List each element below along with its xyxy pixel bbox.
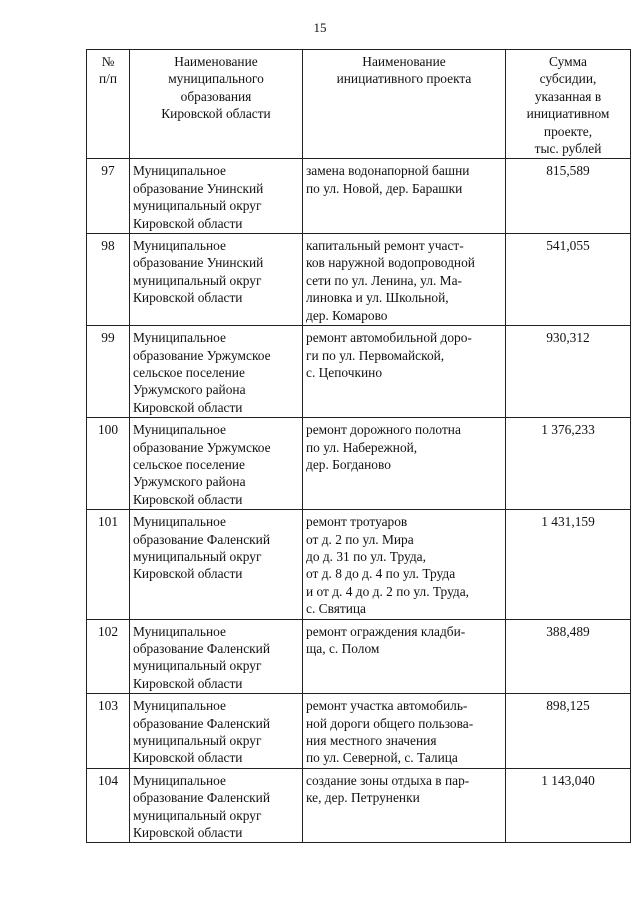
municipality-name-line: сельское поселение (133, 364, 245, 380)
header-project-line: инициативного проекта (336, 71, 472, 87)
project-name-line: с. Цепочкино (306, 364, 383, 380)
project-name (303, 418, 506, 510)
municipality-name-line: сельское поселение (133, 456, 245, 472)
municipality-name-line: Кировской области (133, 491, 243, 507)
project-name-line: ща, с. Полом (306, 641, 380, 656)
header-number-line: № (101, 54, 115, 69)
row-number: 104 (87, 768, 130, 843)
project-name-line: сети по ул. Ленина, ул. Ма- (306, 272, 462, 288)
municipality-name-line: Кировской области (133, 566, 243, 582)
municipality-name-line: Муниципальное (133, 330, 226, 346)
project-name (303, 768, 506, 843)
municipality-name-line: Кировской области (133, 825, 243, 841)
subsidy-amount: 541,055 (506, 234, 631, 326)
row-number: 103 (87, 694, 130, 769)
municipality-name (130, 619, 303, 694)
page-number: 15 (313, 20, 327, 35)
project-name-line: по ул. Новой, дер. Барашки (306, 180, 463, 196)
project-name-line: и от д. 4 до д. 2 по ул. Труда, (306, 583, 470, 599)
header-row (87, 50, 631, 159)
project-name-line: ной дороги общего пользова- (306, 715, 474, 731)
header-municipality-line: Кировской области (161, 106, 271, 122)
municipality-name-line: образование Фаленский (133, 790, 270, 806)
municipality-name-line: муниципальный округ (133, 548, 262, 564)
table-row (87, 234, 631, 326)
municipality-name-line: Кировской области (133, 215, 243, 231)
table-row (87, 694, 631, 769)
subsidy-amount: 898,125 (506, 694, 631, 769)
municipality-name-line: Муниципальное (133, 623, 226, 639)
project-name-line: ги по ул. Первомайской, (306, 347, 445, 363)
project-name (303, 694, 506, 769)
project-name-line: дер. Комарово (306, 307, 388, 323)
header-project (303, 50, 506, 159)
table-row (87, 510, 631, 619)
subsidy-amount: 930,312 (506, 326, 631, 418)
project-name-line: капитальный ремонт участ- (306, 238, 464, 254)
municipality-name (130, 694, 303, 769)
subsidy-amount: 1 376,233 (506, 418, 631, 510)
subsidy-amount: 1 431,159 (506, 510, 631, 619)
row-number: 98 (87, 234, 130, 326)
municipality-name-line: образование Фаленский (133, 715, 270, 731)
header-amount-line: субсидии, (539, 71, 597, 87)
header-municipality-line: образования (180, 88, 252, 104)
municipality-name-line: образование Фаленский (133, 531, 270, 547)
header-number-line: п/п (98, 71, 118, 87)
project-name-line: ремонт дорожного полотна (306, 422, 461, 438)
municipality-name-line: Уржумского района (133, 382, 246, 398)
row-number: 99 (87, 326, 130, 418)
municipality-name-line: Уржумского района (133, 474, 246, 490)
row-number: 101 (87, 510, 130, 619)
table-row (87, 418, 631, 510)
project-name (303, 510, 506, 619)
subsidy-amount: 815,589 (506, 159, 631, 234)
project-name-line: ков наружной водопроводной (306, 255, 475, 271)
header-municipality-line: муниципального (168, 71, 264, 87)
project-name-line: от д. 2 по ул. Мира (306, 531, 414, 547)
municipality-name-line: муниципальный округ (133, 272, 262, 288)
header-amount-line: указанная в (534, 88, 602, 104)
municipality-name-line: Муниципальное (133, 163, 226, 179)
header-municipality (130, 50, 303, 159)
subsidy-amount: 1 143,040 (506, 768, 631, 843)
table-row (87, 768, 631, 843)
row-number: 102 (87, 619, 130, 694)
municipality-name-line: образование Унинский (133, 255, 264, 271)
subsidy-amount: 388,489 (506, 619, 631, 694)
table-row (87, 159, 631, 234)
project-name-line: от д. 8 до д. 4 по ул. Труда (306, 566, 456, 582)
municipality-name-line: Муниципальное (133, 422, 226, 438)
project-name-line: замена водонапорной башни (306, 163, 470, 179)
municipality-name-line: образование Фаленский (133, 641, 270, 656)
project-name-line: ремонт тротуаров (306, 514, 408, 530)
project-name (303, 159, 506, 234)
header-amount-line: инициативном (526, 106, 610, 122)
project-name (303, 234, 506, 326)
project-name-line: линовка и ул. Школьной, (306, 290, 449, 306)
project-name-line: до д. 31 по ул. Труда, (306, 548, 426, 564)
municipality-name-line: образование Унинский (133, 180, 264, 196)
project-name-line: с. Святица (306, 601, 367, 617)
municipality-name (130, 768, 303, 843)
table-row (87, 326, 631, 418)
project-name (303, 326, 506, 418)
table-header (87, 50, 631, 159)
project-name-line: ремонт автомобильной доро- (306, 330, 472, 346)
project-name-line: дер. Богданово (306, 456, 391, 472)
municipality-name-line: Муниципальное (133, 698, 226, 714)
municipality-name-line: Кировской области (133, 675, 243, 691)
municipality-name-line: образование Уржумское (133, 439, 271, 455)
municipality-name-line: образование Уржумское (133, 347, 271, 363)
municipality-name-line: Кировской области (133, 399, 243, 415)
header-amount-line: проекте, (543, 123, 593, 139)
municipality-name-line: муниципальный округ (133, 658, 262, 674)
header-amount-line: Сумма (549, 54, 587, 69)
municipality-name-line: муниципальный округ (133, 198, 262, 214)
project-name-line: по ул. Северной, с. Талица (306, 750, 458, 766)
project-name-line: по ул. Набережной, (306, 439, 418, 455)
municipality-name-line: муниципальный округ (133, 733, 262, 749)
municipality-name-line: муниципальный округ (133, 807, 262, 823)
municipality-name-line: Муниципальное (133, 238, 226, 254)
header-project-line: Наименование (362, 54, 446, 69)
subsidy-table (86, 49, 631, 843)
project-name-line: ке, дер. Петруненки (306, 790, 420, 806)
header-municipality-line: Наименование (174, 54, 258, 69)
project-name (303, 619, 506, 694)
project-name-line: ния местного значения (306, 733, 437, 749)
project-name-line: ремонт ограждения кладби- (306, 623, 466, 639)
municipality-name-line: Кировской области (133, 750, 243, 766)
municipality-name-line: Муниципальное (133, 772, 226, 788)
table-body (87, 159, 631, 843)
municipality-name (130, 510, 303, 619)
table-row (87, 619, 631, 694)
municipality-name-line: Муниципальное (133, 514, 226, 530)
row-number: 100 (87, 418, 130, 510)
header-number (87, 50, 130, 159)
municipality-name (130, 159, 303, 234)
project-name-line: ремонт участка автомобиль- (306, 698, 468, 714)
project-name-line: создание зоны отдыха в пар- (306, 772, 470, 788)
municipality-name-line: Кировской области (133, 290, 243, 306)
municipality-name (130, 418, 303, 510)
header-amount-line: тыс. рублей (534, 141, 602, 157)
municipality-name (130, 326, 303, 418)
row-number: 97 (87, 159, 130, 234)
municipality-name (130, 234, 303, 326)
header-amount (506, 50, 631, 159)
